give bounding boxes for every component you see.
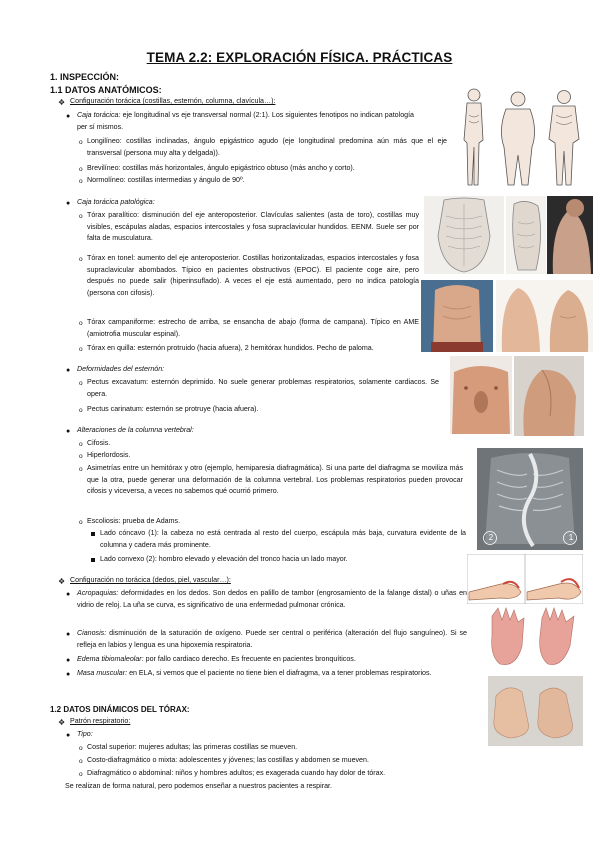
masa-muscular-item: [77, 668, 463, 680]
brevilineo-item: Brevilíneo: costillas más horizontales, ángulo epigástrico obtuso (más ancho y corto).: [87, 164, 355, 172]
diamond-bullet-icon: ❖: [58, 577, 66, 586]
caja-toracica-item: [77, 110, 414, 133]
lado-convexo-item: Lado convexo (2): hombro elevado y elevación del tronco hacia un lado mayor.: [100, 555, 348, 563]
circle-bullet-icon: o: [79, 139, 83, 146]
edema-feet-photo: [488, 676, 583, 746]
campaniforme-item: Tórax campaniforme: estrecho de arriba, se ensancha de abajo (forma de campana). Típico en AME (amiotrofia muscular espinal).: [87, 318, 419, 338]
xray-label-2: 2: [488, 533, 494, 542]
xray-label-1: 1: [568, 533, 574, 542]
circle-bullet-icon: o: [79, 178, 83, 185]
section-datos-anatomicos: 1.1 DATOS ANATÓMICOS:: [50, 85, 162, 95]
caja-toracica-text: eje longitudinal vs eje transversal normal (2:1). Los siguientes fenotipos no indican patología per sí mismos.: [77, 111, 414, 131]
normolineo-item: Normolíneo: costillas intermedias y ángulo de 90º.: [87, 176, 245, 184]
acropaquias-label: Acropaquias:: [77, 589, 119, 597]
circle-bullet-icon: o: [79, 256, 83, 263]
clubbing-fingers-image: [467, 554, 583, 604]
diafragmatico-item: Diafragmático o abdominal: niños y hombres adultos; es exagerada cuando hay dolor de tórax.: [87, 769, 386, 777]
circle-bullet-icon: o: [79, 380, 83, 387]
caja-toracica-label: Caja torácica:: [77, 111, 121, 119]
edema-text: por fallo cardiaco derecho. Es frecuente en pacientes bronquíticos.: [145, 655, 356, 663]
cianosis-item: [77, 628, 467, 651]
bullet-icon: ●: [66, 367, 71, 374]
circle-bullet-icon: o: [79, 519, 83, 526]
circle-bullet-icon: o: [79, 213, 83, 220]
page-title: TEMA 2.2: EXPLORACIÓN FÍSICA. PRÁCTICAS: [146, 50, 453, 65]
carinatum-item: Pectus carinatum: esternón se protruye (hacia afuera).: [87, 405, 259, 413]
hiperlordosis-item: Hiperlordosis.: [87, 451, 131, 459]
bullet-icon: ●: [66, 671, 71, 678]
bullet-icon: ●: [66, 113, 71, 120]
boy-thorax-photo: [421, 280, 493, 352]
costo-diafragmatico-item: Costo-diafragmático o mixta: adolescentes y jóvenes; las costillas y abdomen se mueven.: [87, 756, 369, 764]
diamond-bullet-icon: ❖: [58, 718, 66, 727]
bullet-icon: ●: [66, 200, 71, 207]
edema-item: [77, 654, 467, 666]
nota-respiracion: Se realizan de forma natural, pero podemos enseñar a nuestros pacientes a respirar.: [65, 782, 332, 790]
paralytic-thorax-sketch: [424, 196, 504, 274]
bell-thorax-photos: [496, 280, 593, 352]
excavatum-item: Pectus excavatum: esternón deprimido. No suele generar problemas respiratorios, solamente cardiacos. Se opera.: [87, 378, 439, 398]
pectus-excavatum-photo: [450, 356, 512, 434]
cianosis-text: disminución de la saturación de oxígeno. Puede ser central o periférica (alteración del flujo sanguíneo). Si se refleja en labios y lengua es una hipoxemia respiratoria.: [77, 629, 467, 649]
bullet-icon: ●: [66, 657, 71, 664]
circle-bullet-icon: o: [79, 346, 83, 353]
lado-concavo-item: Lado cóncavo (1): la cabeza no está centrada al resto del cuerpo, escápula más baja, curvatura evidente de la columna y cadera más prominente.: [100, 529, 466, 549]
asimetrias-item: Asimetrías entre un hemitórax y otro (ejemplo, hemiparesia diafragmática). Si una parte del diafragma se moviliza más que la otra, puede generar una deformación de la columna vertebral. Los problemas respiratorios pueden provocar cifosis y viceversa, a veces no sabemos qué ocurrió primero.: [87, 464, 463, 496]
heading-configuracion-toracica: Configuración torácica (costillas, esternón, columna, clavícula…):: [70, 97, 276, 105]
columna-label: Alteraciones de la columna vertebral:: [77, 426, 194, 434]
bullet-icon: ●: [66, 428, 71, 435]
acropaquias-item: [77, 588, 467, 611]
bullet-icon: ●: [66, 591, 71, 598]
circle-bullet-icon: o: [79, 166, 83, 173]
heading-configuracion-no-toracica: Configuración no torácica (dedos, piel, vascular…):: [70, 576, 231, 584]
cyanosis-hands-photo: [486, 606, 583, 672]
bullet-icon: ●: [66, 732, 71, 739]
circle-bullet-icon: o: [79, 407, 83, 414]
diamond-bullet-icon: ❖: [58, 98, 66, 107]
edema-label: Edema tibiomaleolar:: [77, 655, 144, 663]
longilineo-item: Longilíneo: costillas inclinadas, ángulo epigástrico agudo (eje longitudinal predomina aún más que el eje transversal (persona muy alta y delgada)).: [87, 137, 447, 157]
circle-bullet-icon: o: [79, 441, 83, 448]
acropaquias-text: deformidades en los dedos. Son dedos en palillo de tambor (engrosamiento de la falange distal) o uñas en vidrio de reloj. La uña se curva, es significativo de una enfermedad pulmonar crónica.: [77, 589, 467, 609]
costal-superior-item: Costal superior: mujeres adultas; las primeras costillas se mueven.: [87, 743, 298, 751]
barrel-thorax-sketch: [506, 196, 546, 274]
square-bullet-icon: [91, 558, 95, 562]
masa-muscular-text: en ELA, si vemos que el paciente no tiene bien el diafragma, va a tener problemas respiratorios.: [129, 669, 432, 677]
bullet-icon: ●: [66, 631, 71, 638]
patron-respiratorio-label: Patrón respiratorio:: [70, 717, 131, 725]
escoliosis-item: Escoliosis: prueba de Adams.: [87, 517, 181, 525]
body-types-image: [452, 85, 592, 193]
tipo-label: Tipo:: [77, 730, 93, 738]
circle-bullet-icon: o: [79, 745, 83, 752]
pectus-carinatum-photo: [514, 356, 584, 436]
masa-muscular-label: Masa muscular:: [77, 669, 128, 677]
paralitico-item: Tórax paralítico: disminución del eje anteroposterior. Clavículas salientes (asta de toro), costillas muy visibles, escápulas aladas, espacios intercostales y fosa supraclavicular hundidos. EENM. Suele ser por falta de musculatura.: [87, 211, 419, 243]
circle-bullet-icon: o: [79, 771, 83, 778]
esternon-label: Deformidades del esternón:: [77, 365, 165, 373]
keel-thorax-photo: [547, 196, 593, 274]
section-datos-dinamicos: 1.2 DATOS DINÁMICOS DEL TÓRAX:: [50, 705, 190, 714]
square-bullet-icon: [91, 532, 95, 536]
quilla-item: Tórax en quilla: esternón protruido (hacia afuera), 2 hemitórax hundidos. Pecho de paloma.: [87, 344, 374, 352]
circle-bullet-icon: o: [79, 453, 83, 460]
caja-patologica-label: Caja torácica patológica:: [77, 198, 155, 206]
cianosis-label: Cianosis:: [77, 629, 107, 637]
cifosis-item: Cifosis.: [87, 439, 111, 447]
tonel-item: Tórax en tonel: aumento del eje anteroposterior. Costillas horizontalizadas, espacios intercostales y fosa supraclavicular abombados. Típico en pacientes obstructivos (EPOC). El paciente coge aire, pero después no puede salir (hiperinsuflado). A veces el eje está aumentado, pero no indica patología (persona con cifosis).: [87, 254, 419, 297]
circle-bullet-icon: o: [79, 320, 83, 327]
circle-bullet-icon: o: [79, 466, 83, 473]
circle-bullet-icon: o: [79, 758, 83, 765]
section-inspeccion: 1. INSPECCIÓN:: [50, 72, 120, 82]
